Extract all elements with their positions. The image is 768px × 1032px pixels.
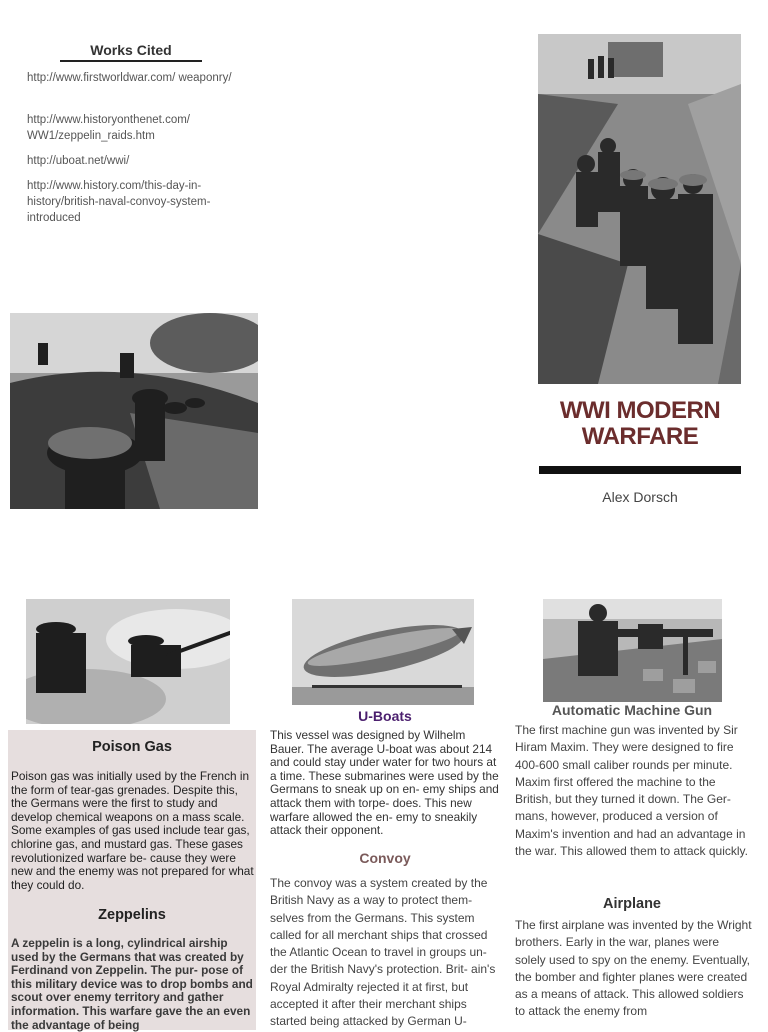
gas-mask-soldiers-photo [26,599,230,724]
works-cited-heading: Works Cited [90,42,172,58]
cover-title-line: WARFARE [581,423,699,450]
cover-title-line: WWI MODERN [559,397,721,424]
airplane-text: The first airplane was invented by the Wright brothers. Early in the war, planes were solely used to spy on the enemy. Eventually, the bomber and fighter planes were created as a means of attack. This allowed soldiers to attack the enemy from [515,918,752,1019]
cover-title [538,398,742,450]
airplane-heading: Airplane [602,896,661,912]
convoy-text: The convoy was a system created by the British Navy as a way to protect them- selves from the Germans. This system called for all merchant ships that crossed the Atlantic Ocean to travel in groups un- der the British Navy's protection. Brit- ain's Royal Admiralty rejected it at first, but accepted it after their merchant ships started being attacked by German U- [270,876,496,1029]
citation-link[interactable]: http://www.firstworldwar.com/ weaponry/ [27,72,232,84]
machine-gun-text: The first machine gun was invented by Sir Hiram Maxim. They were designed to fire 400-600 small caliber rounds per minute. Maxim first offered the machine to the British, but they turned it down. The Ger- mans, however, produced a version of Maxim's invention and had an advantage in the war. This allowed them to attack quickly. [515,723,748,859]
heading-underline [60,60,202,62]
machine-gun-heading: Automatic Machine Gun [551,702,713,718]
trench-soldiers-photo [538,34,741,384]
author-name: Alex Dorsch [602,489,678,505]
uboats-text: This vessel was designed by Wilhelm Bauer. The average U-boat was about 214 and could stay under water for two hours at a time. These submarines were used by the Germans to sneak up on en- emy ships and attack them with torpe- does. This new warfare allowed the en- emy to sneakily attack their opponent. [270,728,499,838]
machine-gun-photo [543,599,722,702]
uboats-heading: U-Boats [358,708,412,724]
zeppelins-text: A zeppelin is a long, cylindrical airship used by the Germans that was created by Ferdinand von Zeppelin. The pur- pose of this military device was to drop bombs and scout over enemy territory and gather information. This warfare gave the an even the advantage of being [11,936,253,1032]
zeppelins-heading: Zeppelins [98,907,166,923]
citation-link[interactable]: http://www.history.com/this-day-in- history/british-naval-convoy-system- introduced [27,180,211,224]
citation-link[interactable]: http://www.historyonthenet.com/ WW1/zeppelin_raids.htm [27,114,190,142]
poison-gas-text: Poison gas was initially used by the French in the form of tear-gas grenades. Despite this, the Germans were the first to study and develop chemical weapons on a mass scale. Some examples of gas used include tear gas, chlorine gas, and mustard gas. These gases revolutionized warfare be- cause they were new and the enemy was not prepared for what they could do. [11,769,254,892]
convoy-heading: Convoy [359,850,411,866]
citation-link[interactable]: http://uboat.net/wwi/ [27,155,130,167]
soldiers-advancing-photo [10,313,258,509]
poison-gas-heading: Poison Gas [92,739,172,755]
zeppelin-photo [292,599,474,705]
title-divider [539,466,741,474]
